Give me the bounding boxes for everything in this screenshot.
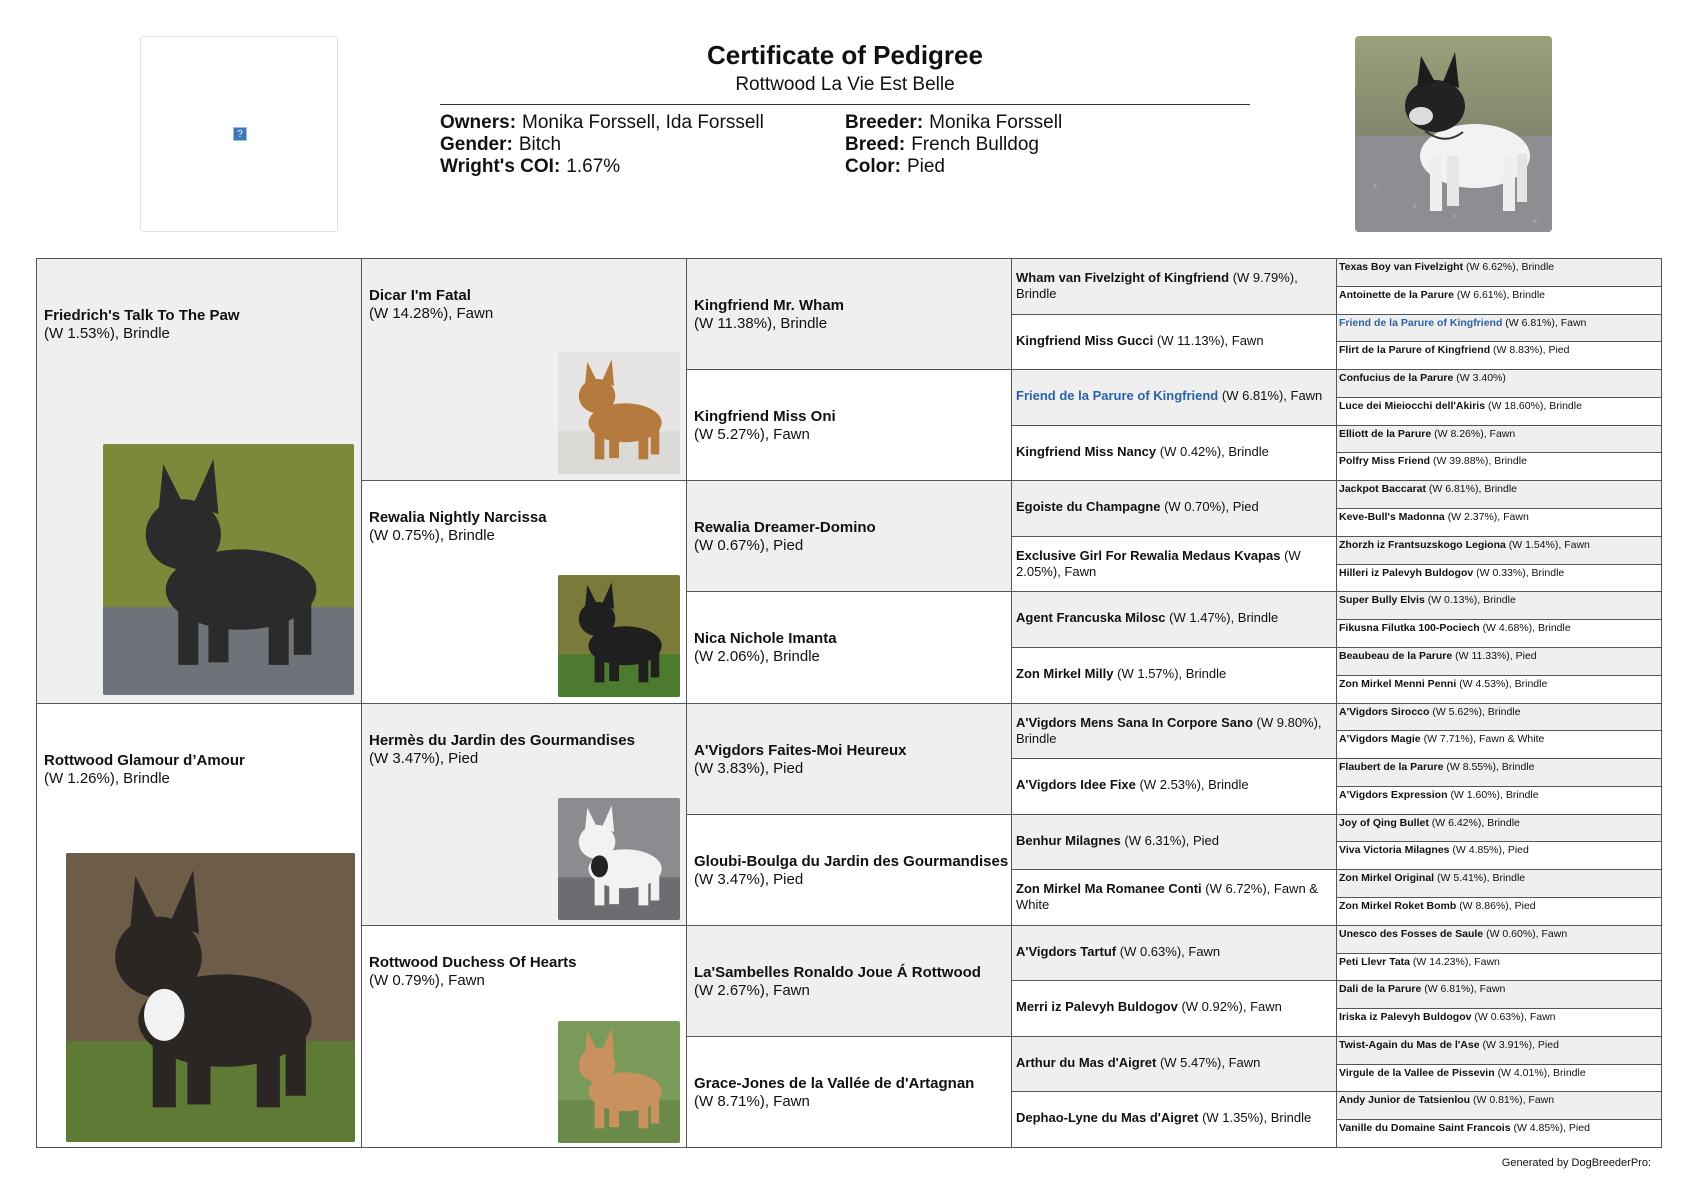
gen5-ancestor-cell[interactable] [1336, 536, 1662, 565]
ancestor-text [694, 630, 837, 666]
ancestor-details: (W 6.81%), Fawn [1505, 317, 1587, 329]
ancestor-details: (W 5.47%), Fawn [1159, 1055, 1261, 1070]
ancestor-name: Dali de la Parure [1339, 983, 1422, 995]
gen5-ancestor-cell[interactable] [1336, 841, 1662, 870]
ancestor-name: Hilleri iz Palevyh Buldogov [1339, 567, 1474, 579]
ancestor-text [1339, 483, 1659, 496]
gen3-ancestor-cell[interactable] [686, 814, 1012, 926]
ancestor-text [1016, 333, 1332, 349]
ancestor-text [694, 408, 836, 444]
ancestor-text [1339, 1094, 1659, 1107]
ancestor-name: Zon Mirkel Ma Romanee Conti [1016, 881, 1202, 896]
ancestor-details: (W 0.63%), Fawn [1474, 1011, 1556, 1023]
gen4-ancestor-cell[interactable] [1011, 1036, 1337, 1092]
ancestor-details: (W 8.71%), Fawn [694, 1093, 810, 1110]
ancestor-details: (W 0.33%), Brindle [1476, 567, 1565, 579]
gen5-ancestor-cell[interactable] [1336, 953, 1662, 981]
gen5-ancestor-cell[interactable] [1336, 703, 1662, 731]
gen5-ancestor-cell[interactable] [1336, 897, 1662, 926]
ancestor-details: (W 4.01%), Brindle [1497, 1067, 1586, 1079]
ancestor-text [369, 287, 493, 323]
ancestor-details: (W 6.81%), Fawn [1424, 983, 1506, 995]
ancestor-name: Friedrich's Talk To The Paw [44, 307, 240, 324]
ancestor-details: (W 11.13%), Fawn [1156, 333, 1264, 348]
gen5-ancestor-cell[interactable] [1336, 480, 1662, 509]
gen4-ancestor-cell[interactable] [1011, 258, 1337, 315]
ancestor-name[interactable]: Friend de la Parure of Kingfriend [1016, 388, 1219, 403]
ancestor-details: (W 39.88%), Brindle [1432, 455, 1527, 467]
ancestor-details: (W 2.53%), Brindle [1139, 777, 1249, 792]
ancestor-details: (W 2.67%), Fawn [694, 982, 810, 999]
ancestor-text [694, 519, 876, 555]
ancestor-text [1339, 455, 1659, 468]
ancestor-name: Jackpot Baccarat [1339, 483, 1426, 495]
ancestor-text [44, 752, 245, 788]
ancestor-details: (W 0.67%), Pied [694, 537, 804, 554]
owners-row: Owners: Monika Forssell, Ida Forssell [440, 112, 764, 133]
gen5-ancestor-cell[interactable] [1336, 591, 1662, 620]
ancestor-text [1339, 317, 1659, 330]
ancestor-name: Dephao-Lyne du Mas d'Aigret [1016, 1110, 1199, 1125]
ancestor-text [1016, 388, 1332, 404]
ancestor-name: Kingfriend Miss Oni [694, 408, 836, 425]
ancestor-details: (W 11.38%), Brindle [694, 315, 828, 332]
ancestor-name: Kingfriend Mr. Wham [694, 297, 844, 314]
ancestor-text [1339, 733, 1659, 746]
gen2-photo-2 [558, 575, 680, 697]
ancestor-details: (W 9.80%), Brindle [1016, 715, 1322, 746]
ancestor-text [1016, 499, 1332, 515]
ancestor-name: Viva Victoria Milagnes [1339, 844, 1450, 856]
ancestor-details: (W 1.35%), Brindle [1202, 1110, 1312, 1125]
gen4-ancestor-cell[interactable] [1011, 758, 1337, 815]
dam-photo [66, 853, 355, 1142]
ancestor-text [1339, 928, 1659, 941]
ancestor-name: Kingfriend Miss Gucci [1016, 333, 1154, 348]
ancestor-details: (W 6.61%), Brindle [1456, 289, 1545, 301]
ancestor-details: (W 8.86%), Pied [1459, 900, 1536, 912]
ancestor-name: Rottwood Duchess Of Hearts [369, 954, 577, 971]
ancestor-text [1339, 428, 1659, 441]
ancestor-details: (W 2.05%), Fawn [1016, 548, 1301, 579]
coi-value: 1.67% [566, 156, 621, 177]
ancestor-name: Twist-Again du Mas de l'Ase [1339, 1039, 1480, 1051]
ancestor-name: Zon Mirkel Milly [1016, 666, 1114, 681]
ancestor-text [1339, 817, 1659, 830]
ancestor-name: Peti Llevr Tata [1339, 956, 1410, 968]
ancestor-name: Grace-Jones de la Vallée de d'Artagnan [694, 1075, 975, 1092]
ancestor-details: (W 18.60%), Brindle [1487, 400, 1582, 412]
ancestor-details: (W 6.31%), Pied [1124, 833, 1220, 848]
ancestor-name: Hermès du Jardin des Gourmandises [369, 732, 635, 749]
ancestor-name: Rewalia Dreamer-Domino [694, 519, 876, 536]
ancestor-text [1339, 956, 1659, 969]
ancestor-details: (W 0.81%), Fawn [1473, 1094, 1555, 1106]
ancestor-details: (W 1.60%), Brindle [1450, 789, 1539, 801]
ancestor-details: (W 0.13%), Brindle [1427, 594, 1516, 606]
ancestor-name: Benhur Milagnes [1016, 833, 1121, 848]
gen4-ancestor-cell[interactable] [1011, 869, 1337, 926]
ancestor-text [369, 732, 635, 768]
gen5-ancestor-cell[interactable] [1336, 675, 1662, 704]
ancestor-name: Flirt de la Parure of Kingfriend [1339, 344, 1491, 356]
gen4-ancestor-cell[interactable] [1011, 1091, 1337, 1148]
ancestor-name: Egoiste du Champagne [1016, 499, 1161, 514]
ancestor-text [694, 964, 981, 1000]
gen2-photo-3 [558, 798, 680, 920]
kennel-logo-placeholder [140, 36, 338, 232]
ancestor-name: A'Vigdors Idee Fixe [1016, 777, 1136, 792]
ancestor-name: Virgule de la Vallee de Pissevin [1339, 1067, 1495, 1079]
gen5-ancestor-cell[interactable] [1336, 1091, 1662, 1120]
gen5-ancestor-cell[interactable] [1336, 730, 1662, 759]
ancestor-text [1016, 270, 1332, 302]
ancestor-text [369, 509, 547, 545]
gen3-ancestor-cell[interactable] [686, 480, 1012, 592]
ancestor-name: Agent Francuska Milosc [1016, 610, 1166, 625]
ancestor-details: (W 0.92%), Fawn [1181, 999, 1282, 1014]
ancestor-text [1339, 400, 1659, 413]
ancestor-text [1016, 610, 1332, 626]
ancestor-text [1339, 678, 1659, 691]
ancestor-text [1339, 789, 1659, 802]
ancestor-details: (W 4.85%), Pied [1452, 844, 1529, 856]
ancestor-name: Confucius de la Parure [1339, 372, 1454, 384]
breeder-row: Breeder: Monika Forssell [845, 112, 1063, 133]
ancestor-text [1339, 511, 1659, 524]
gen4-ancestor-cell[interactable] [1011, 647, 1337, 704]
ancestor-name: A'Vigdors Mens Sana In Corpore Sano [1016, 715, 1253, 730]
breed-value: French Bulldog [911, 134, 1039, 155]
gen4-ancestor-cell[interactable] [1011, 480, 1337, 537]
ancestor-text [1339, 650, 1659, 663]
ancestor-name: Super Bully Elvis [1339, 594, 1425, 606]
gen4-ancestor-cell[interactable] [1011, 314, 1337, 370]
ancestor-name: Joy of Qing Bullet [1339, 817, 1429, 829]
ancestor-details: (W 5.41%), Brindle [1437, 872, 1526, 884]
gen5-ancestor-cell[interactable] [1336, 397, 1662, 426]
gen5-ancestor-cell[interactable] [1336, 258, 1662, 287]
ancestor-name: Dicar I'm Fatal [369, 287, 471, 304]
gen4-ancestor-cell[interactable] [1011, 814, 1337, 870]
ancestor-name: Zon Mirkel Menni Penni [1339, 678, 1457, 690]
gen5-ancestor-cell[interactable] [1336, 980, 1662, 1009]
ancestor-details: (W 0.63%), Fawn [1119, 944, 1221, 959]
gen5-ancestor-cell[interactable] [1336, 1064, 1662, 1092]
ancestor-details: (W 1.54%), Fawn [1508, 539, 1590, 551]
ancestor-text [1339, 567, 1659, 580]
ancestor-text [1016, 666, 1332, 682]
gen4-ancestor-cell[interactable] [1011, 703, 1337, 759]
gen3-ancestor-cell[interactable] [686, 1036, 1012, 1148]
ancestor-name: Rewalia Nightly Narcissa [369, 509, 547, 526]
ancestor-name: Antoinette de la Parure [1339, 289, 1454, 301]
ancestor-name: Exclusive Girl For Rewalia Medaus Kvapas [1016, 548, 1281, 563]
ancestor-name: Unesco des Fosses de Saule [1339, 928, 1484, 940]
gen3-ancestor-cell[interactable] [686, 925, 1012, 1037]
gen3-ancestor-cell[interactable] [686, 703, 1012, 815]
ancestor-details: (W 14.23%), Fawn [1412, 956, 1500, 968]
ancestor-details: (W 4.53%), Brindle [1459, 678, 1548, 690]
ancestor-details: (W 0.75%), Brindle [369, 527, 495, 544]
ancestor-text [1016, 999, 1332, 1015]
gen4-ancestor-cell[interactable] [1011, 425, 1337, 481]
ancestor-text [1339, 261, 1659, 274]
gen5-ancestor-cell[interactable] [1336, 508, 1662, 537]
ancestor-details: (W 8.55%), Brindle [1446, 761, 1535, 773]
gen2-photo-4 [558, 1021, 680, 1143]
gender-row: Gender: Bitch [440, 134, 562, 155]
ancestor-details: (W 6.72%), Fawn & White [1016, 881, 1318, 912]
breeder-value: Monika Forssell [929, 112, 1063, 133]
ancestor-name: Iriska iz Palevyh Buldogov [1339, 1011, 1472, 1023]
page-title: Certificate of Pedigree [707, 40, 983, 70]
ancestor-text [1339, 706, 1659, 719]
gen5-ancestor-cell[interactable] [1336, 1008, 1662, 1037]
ancestor-text [1339, 622, 1659, 635]
gen5-ancestor-cell[interactable] [1336, 341, 1662, 370]
color-row: Color: Pied [845, 156, 945, 177]
ancestor-details: (W 9.79%), Brindle [1016, 270, 1298, 301]
gen5-ancestor-cell[interactable] [1336, 814, 1662, 842]
ancestor-text [1339, 1039, 1659, 1052]
ancestor-text [1016, 944, 1332, 960]
ancestor-text [694, 1075, 974, 1111]
ancestor-name: Polfry Miss Friend [1339, 455, 1431, 467]
gen4-ancestor-cell[interactable] [1011, 980, 1337, 1037]
generated-by-footer: Generated by DogBreederPro: [1501, 1157, 1651, 1169]
ancestor-name: Vanille du Domaine Saint Francois [1339, 1122, 1511, 1134]
ancestor-text [1339, 900, 1659, 913]
ancestor-name: Andy Junior de Tatsienlou [1339, 1094, 1471, 1106]
gen3-ancestor-cell[interactable] [686, 369, 1012, 481]
ancestor-details: (W 1.47%), Brindle [1169, 610, 1279, 625]
gen5-ancestor-cell[interactable] [1336, 869, 1662, 898]
ancestor-name: Keve-Bull's Madonna [1339, 511, 1445, 523]
ancestor-details: (W 3.40%) [1456, 372, 1506, 384]
gen5-ancestor-cell[interactable] [1336, 286, 1662, 315]
ancestor-details: (W 0.60%), Fawn [1486, 928, 1568, 940]
ancestor-details: (W 3.47%), Pied [694, 871, 804, 888]
ancestor-name: Fikusna Filutka 100-Pociech [1339, 622, 1480, 634]
gender-value: Bitch [518, 134, 562, 155]
coi-row: Wright's COI: 1.67% [440, 156, 621, 177]
ancestor-details: (W 3.91%), Pied [1482, 1039, 1559, 1051]
ancestor-details: (W 0.70%), Pied [1164, 499, 1259, 514]
gen4-ancestor-cell[interactable] [1011, 536, 1337, 592]
ancestor-name: A'Vigdors Expression [1339, 789, 1448, 801]
color-value: Pied [906, 156, 945, 177]
ancestor-details: (W 2.37%), Fawn [1447, 511, 1529, 523]
header-divider [440, 104, 1250, 105]
ancestor-name: Elliott de la Parure [1339, 428, 1432, 440]
gen5-ancestor-cell[interactable] [1336, 619, 1662, 648]
ancestor-details: (W 1.53%), Brindle [44, 325, 170, 342]
gen5-ancestor-cell[interactable] [1336, 647, 1662, 676]
ancestor-details: (W 3.83%), Pied [694, 760, 804, 777]
ancestor-text [1339, 344, 1659, 357]
gen2-photo-1 [558, 352, 680, 474]
gen5-ancestor-cell[interactable] [1336, 452, 1662, 481]
ancestor-details: (W 1.57%), Brindle [1117, 666, 1227, 681]
ancestor-text [1339, 844, 1659, 857]
ancestor-text [1016, 777, 1332, 793]
gen5-ancestor-cell[interactable] [1336, 314, 1662, 342]
ancestor-details: (W 8.83%), Pied [1493, 344, 1570, 356]
ancestor-text [694, 297, 844, 333]
ancestor-details: (W 4.85%), Pied [1513, 1122, 1590, 1134]
ancestor-details: (W 8.26%), Fawn [1434, 428, 1516, 440]
gen5-ancestor-cell[interactable] [1336, 369, 1662, 398]
ancestor-name: Gloubi-Boulga du Jardin des Gourmandises [694, 853, 1009, 870]
ancestor-details: (W 6.62%), Brindle [1466, 261, 1555, 273]
ancestor-details: (W 1.26%), Brindle [44, 770, 170, 787]
owners-value: Monika Forssell, Ida Forssell [522, 112, 764, 133]
ancestor-text [1016, 1055, 1332, 1071]
ancestor-name: Nica Nichole Imanta [694, 630, 837, 647]
ancestor-text [1339, 289, 1659, 302]
ancestor-name: A'Vigdors Sirocco [1339, 706, 1430, 718]
dog-name-subtitle: Rottwood La Vie Est Belle [735, 74, 955, 95]
ancestor-name: Wham van Fivelzight of Kingfriend [1016, 270, 1230, 285]
ancestor-name: Luce dei Mieiocchi dell'Akiris [1339, 400, 1486, 412]
ancestor-text [1339, 372, 1659, 385]
ancestor-text [1339, 1011, 1659, 1024]
ancestor-details: (W 5.62%), Brindle [1432, 706, 1521, 718]
gen3-ancestor-cell[interactable] [686, 258, 1012, 370]
gen4-ancestor-cell[interactable] [1011, 591, 1337, 648]
ancestor-name: La'Sambelles Ronaldo Joue Á Rottwood [694, 964, 981, 981]
ancestor-text [1339, 1122, 1659, 1135]
ancestor-text [1339, 539, 1659, 552]
ancestor-text [694, 742, 907, 778]
ancestor-text [1339, 761, 1659, 774]
gen3-ancestor-cell[interactable] [686, 591, 1012, 704]
ancestor-text [369, 954, 577, 990]
ancestor-details: (W 6.42%), Brindle [1431, 817, 1520, 829]
ancestor-details: (W 5.27%), Fawn [694, 426, 810, 443]
ancestor-name: Beaubeau de la Parure [1339, 650, 1453, 662]
breed-row: Breed: French Bulldog [845, 134, 1039, 155]
gen5-ancestor-cell[interactable] [1336, 425, 1662, 453]
gen5-ancestor-cell[interactable] [1336, 786, 1662, 815]
ancestor-name: Zon Mirkel Original [1339, 872, 1435, 884]
ancestor-text [1016, 444, 1332, 460]
ancestor-name: Merri iz Palevyh Buldogov [1016, 999, 1178, 1014]
ancestor-details: (W 2.06%), Brindle [694, 648, 820, 665]
gen5-ancestor-cell[interactable] [1336, 1036, 1662, 1065]
gen5-ancestor-cell[interactable] [1336, 758, 1662, 787]
gen5-ancestor-cell[interactable] [1336, 925, 1662, 954]
ancestor-details: (W 6.81%), Brindle [1428, 483, 1518, 495]
ancestor-text [1016, 833, 1332, 849]
ancestor-name: A'Vigdors Magie [1339, 733, 1421, 745]
gen4-ancestor-cell[interactable] [1011, 369, 1337, 426]
ancestor-details: (W 6.81%), Fawn [1221, 388, 1323, 403]
gen4-ancestor-cell[interactable] [1011, 925, 1337, 981]
ancestor-text [44, 307, 240, 343]
ancestor-name[interactable]: Friend de la Parure of Kingfriend [1339, 317, 1503, 329]
main-dog-photo [1355, 36, 1552, 232]
ancestor-details: (W 0.42%), Brindle [1159, 444, 1269, 459]
gen5-ancestor-cell[interactable] [1336, 564, 1662, 592]
ancestor-text [694, 853, 1008, 889]
ancestor-name: Zhorzh iz Frantsuzskogo Legiona [1339, 539, 1506, 551]
ancestor-name: A'Vigdors Faites-Moi Heureux [694, 742, 907, 759]
ancestor-text [1016, 548, 1332, 580]
ancestor-text [1016, 715, 1332, 747]
ancestor-details: (W 4.68%), Brindle [1482, 622, 1571, 634]
ancestor-text [1339, 594, 1659, 607]
ancestor-details: (W 14.28%), Fawn [369, 305, 494, 322]
ancestor-text [1016, 1110, 1332, 1126]
ancestor-name: Rottwood Glamour d’Amour [44, 752, 245, 769]
gen5-ancestor-cell[interactable] [1336, 1119, 1662, 1148]
ancestor-name: A'Vigdors Tartuf [1016, 944, 1117, 959]
ancestor-name: Zon Mirkel Roket Bomb [1339, 900, 1457, 912]
ancestor-name: Kingfriend Miss Nancy [1016, 444, 1157, 459]
ancestor-details: (W 7.71%), Fawn & White [1423, 733, 1545, 745]
ancestor-name: Flaubert de la Parure [1339, 761, 1444, 773]
ancestor-text [1339, 1067, 1659, 1080]
sire-photo [103, 444, 354, 695]
ancestor-details: (W 0.79%), Fawn [369, 972, 485, 989]
ancestor-name: Arthur du Mas d'Aigret [1016, 1055, 1157, 1070]
ancestor-details: (W 3.47%), Pied [369, 750, 479, 767]
ancestor-details: (W 11.33%), Pied [1455, 650, 1537, 662]
ancestor-text [1339, 872, 1659, 885]
ancestor-text [1339, 983, 1659, 996]
ancestor-name: Texas Boy van Fivelzight [1339, 261, 1464, 273]
ancestor-text [1016, 881, 1332, 913]
broken-image-icon: ? [233, 127, 247, 141]
